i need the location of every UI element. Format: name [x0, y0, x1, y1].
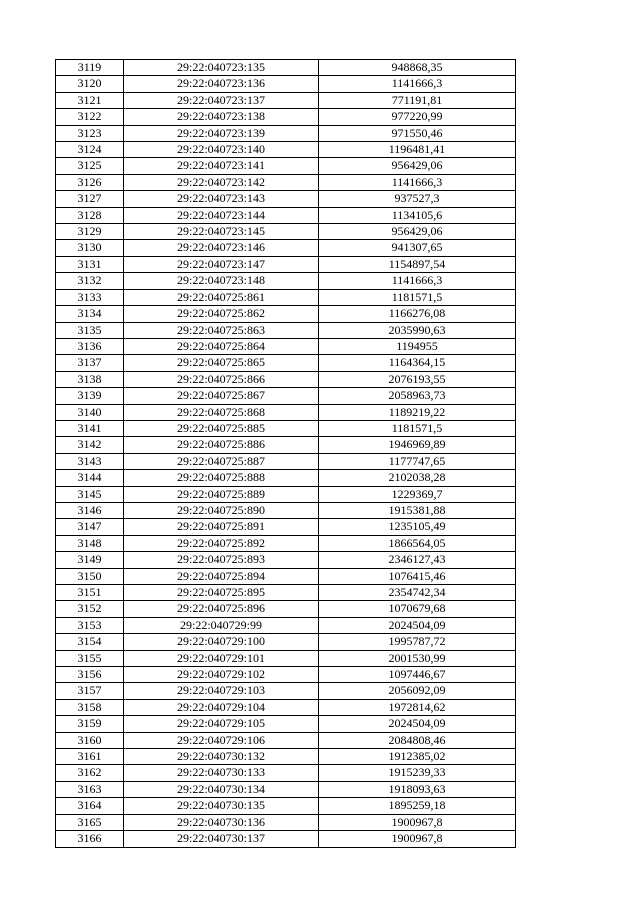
cadastral-number-cell: 29:22:040725:862 — [124, 306, 319, 322]
table-row — [56, 470, 516, 486]
value-cell: 971550,46 — [319, 125, 516, 141]
cadastral-number-cell: 29:22:040725:868 — [124, 404, 319, 420]
cadastral-number-cell: 29:22:040730:133 — [124, 765, 319, 781]
row-number-cell: 3134 — [56, 306, 124, 322]
value-cell: 2346127,43 — [319, 552, 516, 568]
value-cell: 1141666,3 — [319, 174, 516, 190]
table-row — [56, 76, 516, 92]
value-cell: 956429,06 — [319, 158, 516, 174]
value-cell: 1915239,33 — [319, 765, 516, 781]
row-number-cell: 3157 — [56, 683, 124, 699]
row-number-cell: 3145 — [56, 486, 124, 502]
value-cell: 1229369,7 — [319, 486, 516, 502]
cadastral-number-cell: 29:22:040723:141 — [124, 158, 319, 174]
table-row — [56, 601, 516, 617]
row-number-cell: 3131 — [56, 256, 124, 272]
cadastral-number-cell: 29:22:040725:867 — [124, 388, 319, 404]
cadastral-number-cell: 29:22:040730:134 — [124, 781, 319, 797]
table-row — [56, 552, 516, 568]
row-number-cell: 3139 — [56, 388, 124, 404]
cadastral-number-cell: 29:22:040725:886 — [124, 437, 319, 453]
value-cell: 1070679,68 — [319, 601, 516, 617]
table-row — [56, 765, 516, 781]
table-row — [56, 486, 516, 502]
value-cell: 2035990,63 — [319, 322, 516, 338]
table-row — [56, 453, 516, 469]
cadastral-number-cell: 29:22:040725:863 — [124, 322, 319, 338]
cadastral-number-cell: 29:22:040729:102 — [124, 667, 319, 683]
row-number-cell: 3147 — [56, 519, 124, 535]
cadastral-number-cell: 29:22:040729:100 — [124, 634, 319, 650]
cadastral-number-cell: 29:22:040725:892 — [124, 535, 319, 551]
table-row — [56, 420, 516, 436]
row-number-cell: 3125 — [56, 158, 124, 174]
cadastral-number-cell: 29:22:040725:865 — [124, 355, 319, 371]
value-cell: 948868,35 — [319, 60, 516, 76]
cadastral-number-cell: 29:22:040729:104 — [124, 699, 319, 715]
value-cell: 1141666,3 — [319, 273, 516, 289]
table-row — [56, 732, 516, 748]
cadastral-number-cell: 29:22:040725:891 — [124, 519, 319, 535]
cadastral-number-cell: 29:22:040723:145 — [124, 224, 319, 240]
cadastral-number-cell: 29:22:040730:135 — [124, 798, 319, 814]
value-cell: 1915381,88 — [319, 502, 516, 518]
table-row — [56, 224, 516, 240]
table-row — [56, 60, 516, 76]
value-cell: 1995787,72 — [319, 634, 516, 650]
row-number-cell: 3156 — [56, 667, 124, 683]
row-number-cell: 3119 — [56, 60, 124, 76]
cadastral-number-cell: 29:22:040729:101 — [124, 650, 319, 666]
table-row — [56, 92, 516, 108]
row-number-cell: 3127 — [56, 191, 124, 207]
value-cell: 2024504,09 — [319, 716, 516, 732]
table-row — [56, 404, 516, 420]
cadastral-number-cell: 29:22:040723:137 — [124, 92, 319, 108]
row-number-cell: 3137 — [56, 355, 124, 371]
value-cell: 1076415,46 — [319, 568, 516, 584]
value-cell: 1097446,67 — [319, 667, 516, 683]
cadastral-number-cell: 29:22:040725:885 — [124, 420, 319, 436]
value-cell: 1166276,08 — [319, 306, 516, 322]
cadastral-number-cell: 29:22:040725:894 — [124, 568, 319, 584]
table-row — [56, 585, 516, 601]
row-number-cell: 3135 — [56, 322, 124, 338]
table-row — [56, 617, 516, 633]
cadastral-number-cell: 29:22:040723:143 — [124, 191, 319, 207]
value-cell: 941307,65 — [319, 240, 516, 256]
table-row — [56, 371, 516, 387]
table-row — [56, 650, 516, 666]
table-row — [56, 191, 516, 207]
row-number-cell: 3151 — [56, 585, 124, 601]
row-number-cell: 3148 — [56, 535, 124, 551]
cadastral-number-cell: 29:22:040725:895 — [124, 585, 319, 601]
table-row — [56, 355, 516, 371]
row-number-cell: 3154 — [56, 634, 124, 650]
cadastral-number-cell: 29:22:040725:887 — [124, 453, 319, 469]
value-cell: 1918093,63 — [319, 781, 516, 797]
row-number-cell: 3140 — [56, 404, 124, 420]
table-row — [56, 831, 516, 847]
cadastral-number-cell: 29:22:040723:140 — [124, 142, 319, 158]
table-row — [56, 306, 516, 322]
row-number-cell: 3160 — [56, 732, 124, 748]
table-row — [56, 437, 516, 453]
table-row — [56, 289, 516, 305]
row-number-cell: 3138 — [56, 371, 124, 387]
cadastral-number-cell: 29:22:040730:136 — [124, 814, 319, 830]
row-number-cell: 3165 — [56, 814, 124, 830]
value-cell: 1164364,15 — [319, 355, 516, 371]
value-cell: 2084808,46 — [319, 732, 516, 748]
table-row — [56, 798, 516, 814]
table-row — [56, 502, 516, 518]
table-row — [56, 535, 516, 551]
value-cell: 2354742,34 — [319, 585, 516, 601]
value-cell: 1181571,5 — [319, 420, 516, 436]
value-cell: 1177747,65 — [319, 453, 516, 469]
cadastral-number-cell: 29:22:040730:137 — [124, 831, 319, 847]
value-cell: 2102038,28 — [319, 470, 516, 486]
cadastral-number-cell: 29:22:040725:864 — [124, 338, 319, 354]
cadastral-number-cell: 29:22:040729:103 — [124, 683, 319, 699]
value-cell: 956429,06 — [319, 224, 516, 240]
value-cell: 1900967,8 — [319, 831, 516, 847]
table-body — [56, 60, 516, 848]
cadastral-number-cell: 29:22:040729:99 — [124, 617, 319, 633]
row-number-cell: 3122 — [56, 109, 124, 125]
row-number-cell: 3164 — [56, 798, 124, 814]
value-cell: 1196481,41 — [319, 142, 516, 158]
cadastral-number-cell: 29:22:040725:889 — [124, 486, 319, 502]
table-row — [56, 634, 516, 650]
cadastral-number-cell: 29:22:040725:861 — [124, 289, 319, 305]
table-row — [56, 174, 516, 190]
value-cell: 977220,99 — [319, 109, 516, 125]
row-number-cell: 3162 — [56, 765, 124, 781]
cadastral-number-cell: 29:22:040725:866 — [124, 371, 319, 387]
value-cell: 771191,81 — [319, 92, 516, 108]
table-row — [56, 273, 516, 289]
value-cell: 2058963,73 — [319, 388, 516, 404]
table-row — [56, 322, 516, 338]
row-number-cell: 3128 — [56, 207, 124, 223]
row-number-cell: 3123 — [56, 125, 124, 141]
value-cell: 1946969,89 — [319, 437, 516, 453]
value-cell: 1181571,5 — [319, 289, 516, 305]
table-row — [56, 158, 516, 174]
table-row — [56, 338, 516, 354]
cadastral-number-cell: 29:22:040723:142 — [124, 174, 319, 190]
value-cell: 2076193,55 — [319, 371, 516, 387]
cadastral-number-cell: 29:22:040723:147 — [124, 256, 319, 272]
row-number-cell: 3144 — [56, 470, 124, 486]
cadastral-number-cell: 29:22:040729:105 — [124, 716, 319, 732]
table-row — [56, 568, 516, 584]
table-row — [56, 781, 516, 797]
value-cell: 1189219,22 — [319, 404, 516, 420]
value-cell: 2056092,09 — [319, 683, 516, 699]
value-cell: 1900967,8 — [319, 814, 516, 830]
cadastral-number-cell: 29:22:040730:132 — [124, 749, 319, 765]
table-row — [56, 207, 516, 223]
table-row — [56, 519, 516, 535]
row-number-cell: 3126 — [56, 174, 124, 190]
row-number-cell: 3146 — [56, 502, 124, 518]
cadastral-number-cell: 29:22:040723:146 — [124, 240, 319, 256]
row-number-cell: 3159 — [56, 716, 124, 732]
row-number-cell: 3150 — [56, 568, 124, 584]
value-cell: 1912385,02 — [319, 749, 516, 765]
table-row — [56, 667, 516, 683]
table-row — [56, 109, 516, 125]
row-number-cell: 3166 — [56, 831, 124, 847]
table-row — [56, 716, 516, 732]
cadastral-number-cell: 29:22:040723:135 — [124, 60, 319, 76]
table-row — [56, 388, 516, 404]
cadastral-number-cell: 29:22:040723:138 — [124, 109, 319, 125]
table-row — [56, 683, 516, 699]
row-number-cell: 3153 — [56, 617, 124, 633]
value-cell: 1972814,62 — [319, 699, 516, 715]
row-number-cell: 3130 — [56, 240, 124, 256]
cadastral-number-cell: 29:22:040725:888 — [124, 470, 319, 486]
value-cell: 1235105,49 — [319, 519, 516, 535]
cadastral-value-table — [55, 59, 516, 848]
value-cell: 2024504,09 — [319, 617, 516, 633]
cadastral-number-cell: 29:22:040723:139 — [124, 125, 319, 141]
table-row — [56, 256, 516, 272]
row-number-cell: 3120 — [56, 76, 124, 92]
row-number-cell: 3152 — [56, 601, 124, 617]
table-row — [56, 814, 516, 830]
row-number-cell: 3142 — [56, 437, 124, 453]
cadastral-number-cell: 29:22:040723:148 — [124, 273, 319, 289]
row-number-cell: 3161 — [56, 749, 124, 765]
row-number-cell: 3143 — [56, 453, 124, 469]
table-row — [56, 749, 516, 765]
row-number-cell: 3129 — [56, 224, 124, 240]
row-number-cell: 3158 — [56, 699, 124, 715]
value-cell: 937527,3 — [319, 191, 516, 207]
row-number-cell: 3132 — [56, 273, 124, 289]
value-cell: 1141666,3 — [319, 76, 516, 92]
cadastral-number-cell: 29:22:040725:893 — [124, 552, 319, 568]
value-cell: 1154897,54 — [319, 256, 516, 272]
table-row — [56, 142, 516, 158]
row-number-cell: 3163 — [56, 781, 124, 797]
cadastral-number-cell: 29:22:040723:144 — [124, 207, 319, 223]
value-cell: 1134105,6 — [319, 207, 516, 223]
value-cell: 1194955 — [319, 338, 516, 354]
value-cell: 2001530,99 — [319, 650, 516, 666]
table-row — [56, 699, 516, 715]
cadastral-number-cell: 29:22:040723:136 — [124, 76, 319, 92]
value-cell: 1895259,18 — [319, 798, 516, 814]
value-cell: 1866564,05 — [319, 535, 516, 551]
row-number-cell: 3121 — [56, 92, 124, 108]
row-number-cell: 3149 — [56, 552, 124, 568]
row-number-cell: 3124 — [56, 142, 124, 158]
cadastral-number-cell: 29:22:040729:106 — [124, 732, 319, 748]
row-number-cell: 3133 — [56, 289, 124, 305]
table-row — [56, 125, 516, 141]
table-row — [56, 240, 516, 256]
row-number-cell: 3136 — [56, 338, 124, 354]
cadastral-number-cell: 29:22:040725:896 — [124, 601, 319, 617]
cadastral-number-cell: 29:22:040725:890 — [124, 502, 319, 518]
row-number-cell: 3141 — [56, 420, 124, 436]
row-number-cell: 3155 — [56, 650, 124, 666]
